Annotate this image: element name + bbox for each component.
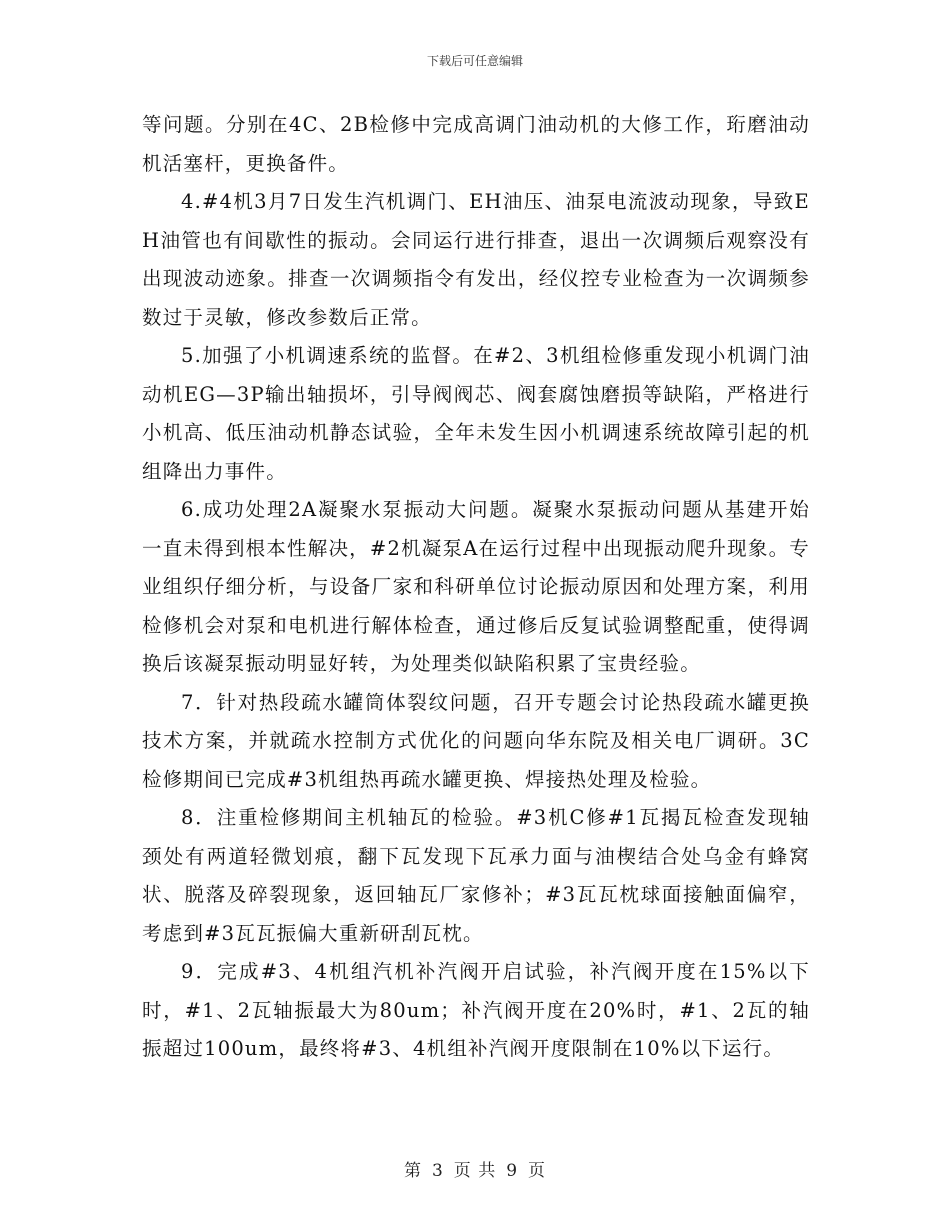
footer-middle: 页 共 bbox=[453, 1161, 497, 1181]
paragraph-item-7: 7．针对热段疏水罐筒体裂纹问题，召开专题会讨论热段疏水罐更换技术方案，并就疏水控制方式优化的问题向华东院及相关电厂调研。3C检修期间已完成#3机组热再疏水罐更换、焊接热处理及检验。 bbox=[142, 690, 810, 791]
paragraph-item-9: 9．完成#3、4机组汽机补汽阀开启试验，补汽阀开度在15%以下时，#1、2瓦轴振最大为80um；补汽阀开度在20%时，#1、2瓦的轴振超过100um，最终将#3、4机组补汽阀开度限制在10%以下运行。 bbox=[142, 960, 810, 1060]
page-footer bbox=[0, 1156, 950, 1181]
paragraph-continuation: 等问题。分别在4C、2B检修中完成高调门油动机的大修工作，珩磨油动机活塞杆，更换备件。 bbox=[142, 113, 810, 175]
footer-prefix: 第 bbox=[403, 1161, 422, 1181]
paragraph-item-4: 4.#4机3月7日发生汽机调门、EH油压、油泵电流波动现象，导致EH油管也有间歇性的振动。会同运行进行排查，退出一次调频后观察没有出现波动迹象。排查一次调频指令有发出，经仪控专业检查为一次调频参数过于灵敏，修改参数后正常。 bbox=[142, 190, 810, 329]
document-body bbox=[142, 106, 810, 1069]
page-header: 下载后可任意编辑 bbox=[426, 54, 523, 68]
total-pages-number: 9 bbox=[506, 1161, 519, 1181]
footer-suffix: 页 bbox=[528, 1161, 547, 1181]
current-page-number: 3 bbox=[431, 1161, 444, 1181]
paragraph-item-6: 6.成功处理2A凝聚水泵振动大问题。凝聚水泵振动问题从基建开始一直未得到根本性解决，#2机凝泵A在运行过程中出现振动爬升现象。专业组织仔细分析，与设备厂家和科研单位讨论振动原因和处理方案，利用检修机会对泵和电机进行解体检查，通过修后反复试验调整配重，使得调换后该凝泵振动明显好转，为处理类似缺陷积累了宝贵经验。 bbox=[142, 498, 810, 675]
paragraph-item-5: 5.加强了小机调速系统的监督。在#2、3机组检修重发现小机调门油动机EG—3P输出轴损坏，引导阀阀芯、阀套腐蚀磨损等缺陷，严格进行小机高、低压油动机静态试验，全年未发生因小机调速系统故障引起的机组降出力事件。 bbox=[142, 344, 810, 483]
paragraph-item-8: 8．注重检修期间主机轴瓦的检验。#3机C修#1瓦揭瓦检查发现轴颈处有两道轻微划痕，翻下瓦发现下瓦承力面与油楔结合处乌金有蜂窝状、脱落及碎裂现象，返回轴瓦厂家修补；#3瓦瓦枕球面接触面偏窄，考虑到#3瓦瓦振偏大重新研刮瓦枕。 bbox=[142, 806, 810, 945]
